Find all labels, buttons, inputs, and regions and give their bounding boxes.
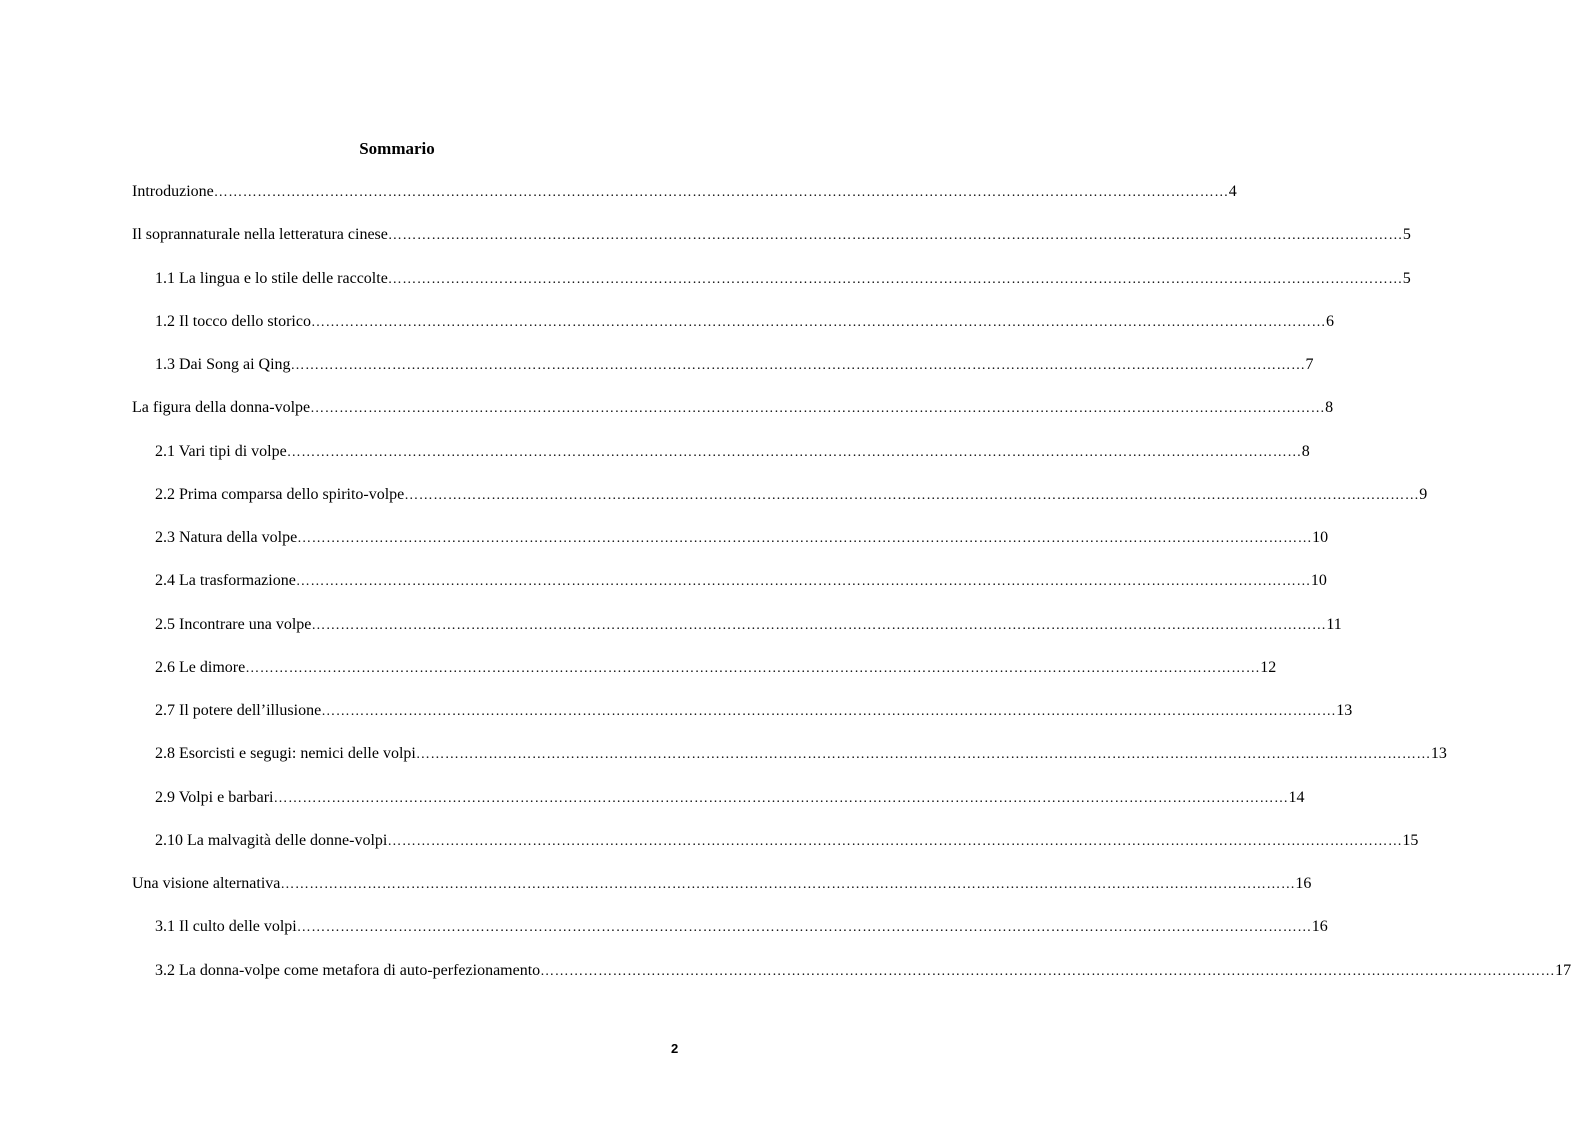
toc-entry-page: 13 [1430, 745, 1447, 762]
toc-title: Sommario [359, 139, 435, 158]
toc-entry-label: La figura della donna-volpe [132, 399, 311, 416]
toc-entry-page: 12 [1260, 659, 1277, 676]
toc-entry-visione-alternativa [132, 872, 1312, 896]
toc-entry-label: Una visione alternativa [132, 875, 281, 892]
toc-entry-label: 2.9 Volpi e barbari [155, 789, 274, 806]
toc-entry-page: 7 [1305, 356, 1314, 373]
toc-entry-page: 10 [1312, 529, 1329, 546]
toc-entry-2-1 [155, 440, 1310, 464]
toc-entry-3-2 [155, 959, 1571, 983]
toc-entry-label: 2.3 Natura della volpe [155, 529, 298, 546]
toc-leader: ………………………………………………………………………………………………………………………………………………………………………………………… [415, 747, 1431, 762]
toc-entry-page: 4 [1228, 183, 1237, 200]
toc-entry-2-8 [155, 742, 1447, 766]
toc-leader: ………………………………………………………………………………………………………………………………………………………………………………………… [286, 445, 1302, 460]
toc-entry-donna-volpe [132, 396, 1334, 420]
toc-leader: ………………………………………………………………………………………………………………………………………………………………………………………… [296, 920, 1312, 935]
toc-entry-page: 6 [1325, 313, 1334, 330]
toc-leader: ………………………………………………………………………………………………………………………………………………………………………………………… [295, 574, 1311, 589]
toc-entry-page: 17 [1555, 962, 1571, 979]
toc-entry-2-10 [155, 829, 1419, 853]
toc-entry-3-1 [155, 915, 1328, 939]
toc-entry-2-5 [155, 613, 1342, 637]
toc-entry-label: 2.2 Prima comparsa dello spirito-volpe [155, 486, 405, 503]
toc-entry-2-7 [155, 699, 1353, 723]
toc-entry-page: 8 [1301, 443, 1310, 460]
toc-leader: ………………………………………………………………………………………………………………………………………………………………………………………… [387, 272, 1403, 287]
toc-leader: ………………………………………………………………………………………………………………………………………………………………………………………… [311, 618, 1327, 633]
toc-entry-page: 15 [1402, 832, 1419, 849]
toc-entry-1-1 [155, 267, 1411, 291]
toc-entry-label: 1.1 La lingua e lo stile delle raccolte [155, 270, 388, 287]
toc-leader: ………………………………………………………………………………………………………………………………………………………………………………………… [310, 401, 1326, 416]
toc-entry-page: 9 [1419, 486, 1428, 503]
toc-entry-page: 14 [1288, 789, 1305, 806]
toc-leader: ………………………………………………………………………………………………………………………………………………………………………………………… [540, 964, 1556, 979]
toc-entry-label: 2.1 Vari tipi di volpe [155, 443, 287, 460]
toc-entry-1-2 [155, 310, 1334, 334]
toc-entry-label: 2.8 Esorcisti e segugi: nemici delle volpi [155, 745, 416, 762]
toc-leader: ………………………………………………………………………………………………………………………………………………………………………………………… [404, 488, 1420, 503]
toc-entry-label: 3.1 Il culto delle volpi [155, 918, 297, 935]
toc-entry-2-4 [155, 569, 1327, 593]
toc-leader: ………………………………………………………………………………………………………………………………………………………………………………………… [213, 185, 1229, 200]
toc-entry-2-2 [155, 483, 1428, 507]
toc-entry-soprannaturale [132, 223, 1411, 247]
toc-leader: ………………………………………………………………………………………………………………………………………………………………………………………… [387, 834, 1403, 849]
toc-entry-introduzione [132, 180, 1237, 204]
toc-entry-2-3 [155, 526, 1329, 550]
toc-leader: ………………………………………………………………………………………………………………………………………………………………………………………… [245, 661, 1261, 676]
toc-entry-label: 3.2 La donna-volpe come metafora di auto-perfezionamento [155, 962, 541, 979]
toc-entry-2-6 [155, 656, 1277, 680]
toc-entry-label: Il soprannaturale nella letteratura cinese [132, 226, 388, 243]
toc-leader: ………………………………………………………………………………………………………………………………………………………………………………………… [387, 228, 1403, 243]
toc-leader: ………………………………………………………………………………………………………………………………………………………………………………………… [310, 315, 1326, 330]
toc-entry-page: 11 [1326, 616, 1342, 633]
toc-entry-1-3 [155, 353, 1314, 377]
toc-entry-page: 5 [1402, 226, 1411, 243]
toc-entry-label: 2.6 Le dimore [155, 659, 246, 676]
toc-entry-label: Introduzione [132, 183, 214, 200]
toc-leader: ………………………………………………………………………………………………………………………………………………………………………………………… [290, 358, 1306, 373]
toc-entry-label: 2.5 Incontrare una volpe [155, 616, 312, 633]
toc-entry-page: 8 [1325, 399, 1334, 416]
toc-entry-label: 2.10 La malvagità delle donne-volpi [155, 832, 388, 849]
toc-entry-page: 16 [1311, 918, 1328, 935]
page-number: 2 [671, 1041, 679, 1056]
toc-leader: ………………………………………………………………………………………………………………………………………………………………………………………… [273, 791, 1289, 806]
toc-entry-label: 1.2 Il tocco dello storico [155, 313, 311, 330]
toc-entry-page: 16 [1295, 875, 1312, 892]
toc-entry-label: 2.7 Il potere dell’illusione [155, 702, 322, 719]
toc-leader: ………………………………………………………………………………………………………………………………………………………………………………………… [321, 704, 1337, 719]
toc-entry-label: 2.4 La trasformazione [155, 572, 296, 589]
toc-entry-label: 1.3 Dai Song ai Qing [155, 356, 291, 373]
toc-entry-page: 10 [1310, 572, 1327, 589]
toc-entry-page: 13 [1336, 702, 1353, 719]
toc-leader: ………………………………………………………………………………………………………………………………………………………………………………………… [297, 531, 1313, 546]
toc-leader: ………………………………………………………………………………………………………………………………………………………………………………………… [280, 877, 1296, 892]
toc-entry-2-9 [155, 786, 1305, 810]
toc-entry-page: 5 [1402, 270, 1411, 287]
